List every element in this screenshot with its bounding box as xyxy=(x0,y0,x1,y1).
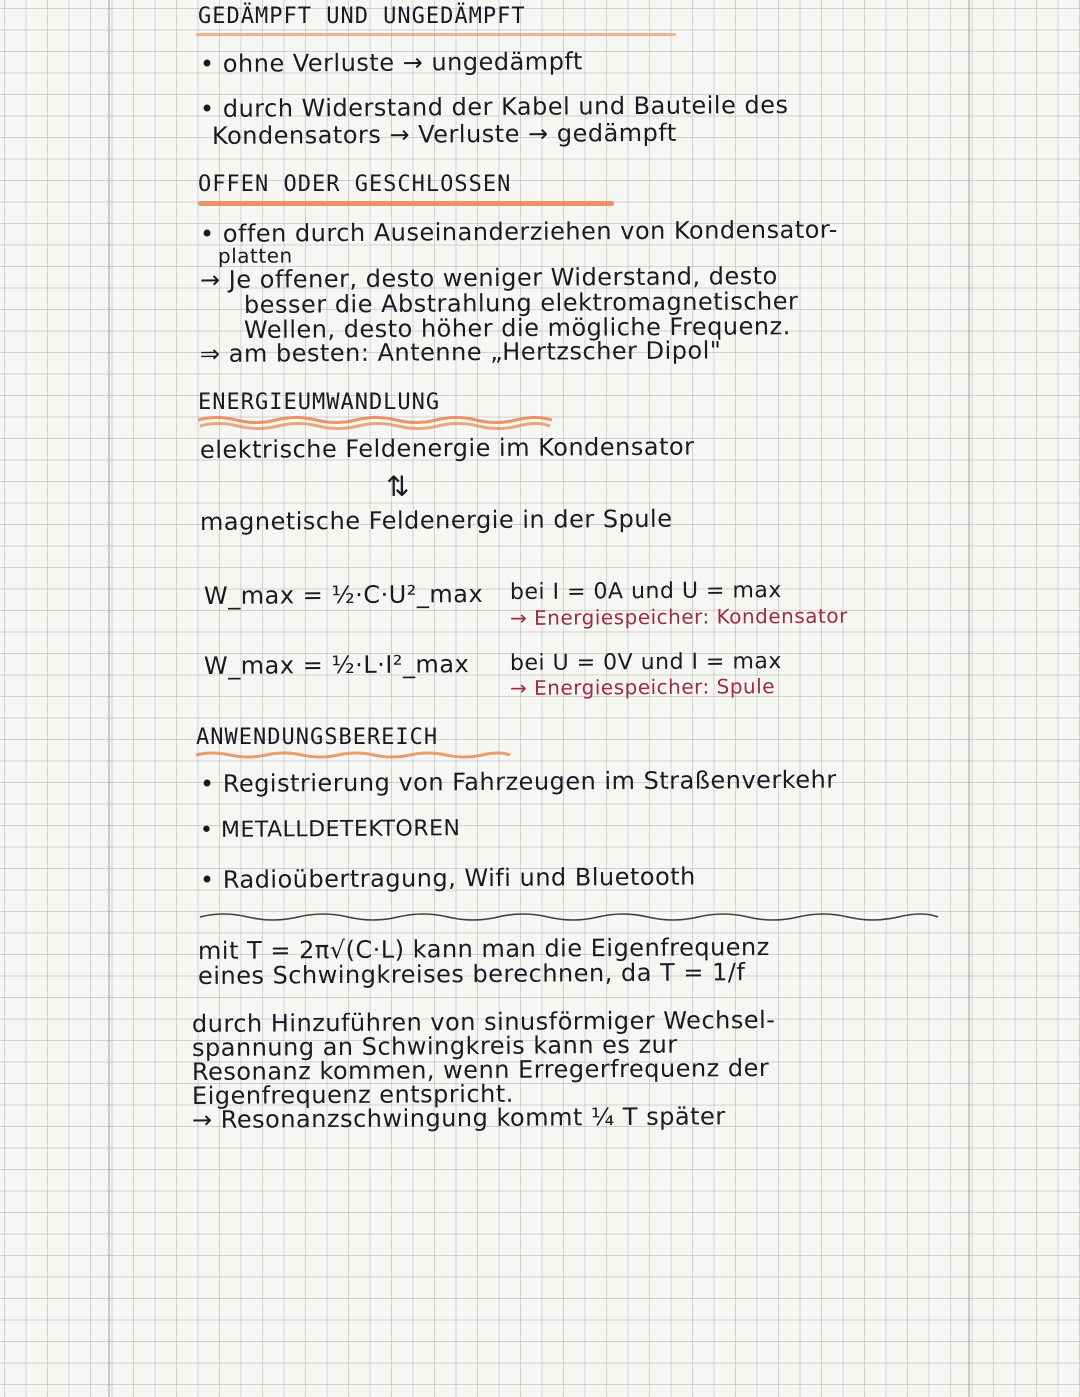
text-line: Kondensators → Verluste → gedämpft xyxy=(211,118,677,150)
text-line: mit T = 2π√(C·L) kann man die Eigenfrequenz xyxy=(197,933,770,965)
text-line: • offen durch Auseinanderziehen von Kondensator- xyxy=(199,215,838,248)
exchange-arrows: ⇅ xyxy=(385,469,411,503)
text-line: → Resonanzschwingung kommt ¼ T später xyxy=(191,1102,726,1134)
heading-underline xyxy=(198,201,614,206)
heading-gedaempft: GEDÄMPFT UND UNGEDÄMPFT xyxy=(198,4,526,29)
text-line: → Je offener, desto weniger Widerstand, desto xyxy=(199,261,778,294)
energy-store-note: → Energiespeicher: Spule xyxy=(509,674,776,700)
text-line: spannung an Schwingkreis kann es zur xyxy=(191,1030,678,1062)
text-line: Resonanz kommen, wenn Erregerfrequenz der xyxy=(191,1053,770,1086)
text-line: • ohne Verluste → ungedämpft xyxy=(199,47,583,78)
paper-right-edge xyxy=(968,0,970,1397)
text-line: Eigenfrequenz entspricht. xyxy=(191,1079,514,1110)
text-line: • durch Widerstand der Kabel und Bauteile des xyxy=(199,90,789,123)
text-line: elektrische Feldenergie im Kondensator xyxy=(199,432,695,464)
text-line: besser die Abstrahlung elektromagnetischer xyxy=(243,287,799,319)
text-line: ⇒ am besten: Antenne „Hertzscher Dipol" xyxy=(199,336,722,368)
heading-underline xyxy=(196,33,676,36)
formula-coil: W_max = ½·L·I²_max xyxy=(203,650,470,680)
text-line: magnetische Feldenergie in der Spule xyxy=(199,504,673,536)
section-divider xyxy=(198,910,942,924)
heading-offen: OFFEN ODER GESCHLOSSEN xyxy=(198,172,512,197)
heading-wavy-underline xyxy=(196,414,556,430)
text-line: platten xyxy=(217,243,293,268)
formula-condition: bei U = 0V und I = max xyxy=(509,649,782,676)
formula-capacitor: W_max = ½·C·U²_max xyxy=(203,580,484,610)
paper-left-edge xyxy=(108,0,110,1397)
text-line: eines Schwingkreises berechnen, da T = 1/f xyxy=(197,958,746,990)
text-line: durch Hinzuführen von sinusförmiger Wechsel- xyxy=(191,1005,776,1038)
list-item: • METALLDETEKTOREN xyxy=(199,816,461,843)
list-item: • Radioübertragung, Wifi und Bluetooth xyxy=(199,862,696,894)
formula-condition: bei I = 0A und U = max xyxy=(509,578,782,605)
energy-store-note: → Energiespeicher: Kondensator xyxy=(509,603,848,630)
heading-wavy-underline xyxy=(194,750,514,760)
text-line: Wellen, desto höher die mögliche Frequenz. xyxy=(243,312,791,344)
heading-anwendung: ANWENDUNGSBEREICH xyxy=(196,725,439,750)
heading-energie: ENERGIEUMWANDLUNG xyxy=(198,390,441,415)
list-item: • Registrierung von Fahrzeugen im Straßenverkehr xyxy=(199,765,837,798)
